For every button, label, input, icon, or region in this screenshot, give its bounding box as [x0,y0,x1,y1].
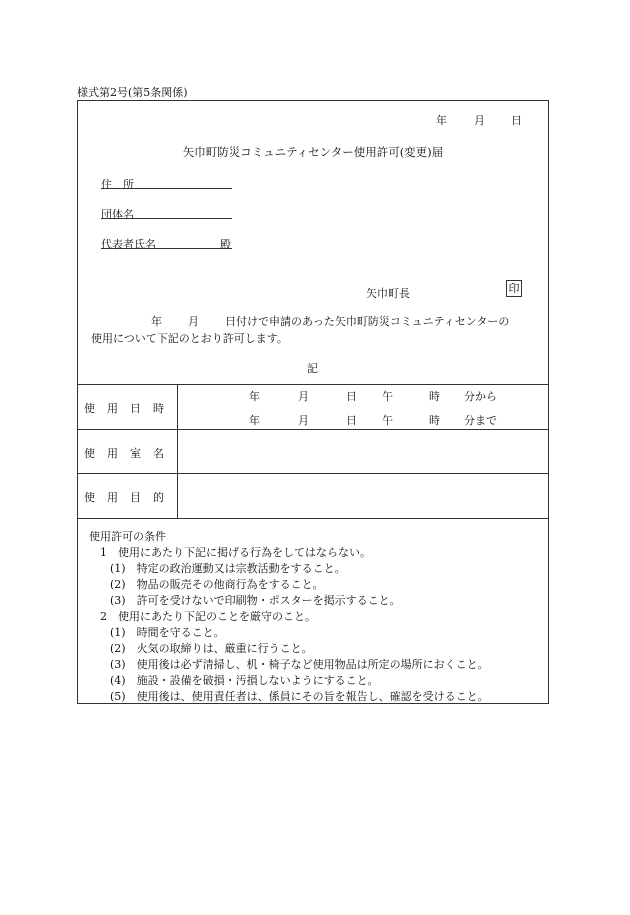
from-month: 月 [298,390,309,403]
condition-item: (3) 許可を受けないで印刷物・ポスターを掲示すること。 [110,594,401,607]
body-line-1: 日付けで申請のあった矢巾町防災コミュニティセンターの [225,315,510,328]
usage-purpose-label: 使 用 目 的 [84,491,165,504]
from-ampm: 午 [382,390,393,403]
address-label: 住 所 [101,178,134,191]
table-bottom-border [78,518,548,519]
table-row-divider-1 [78,429,548,430]
table-column-divider [177,384,178,518]
condition-item: (2) 物品の販売その他商行為をすること。 [110,578,324,591]
condition-item: 2 使用にあたり下記のことを厳守のこと。 [100,610,316,623]
seal-mark: 印 [506,280,522,297]
document-title: 矢巾町防災コミュニティセンター使用許可(変更)届 [182,145,444,159]
from-minute: 分から [464,390,497,403]
group-underline [101,218,232,219]
address-underline [101,188,232,189]
condition-item: (1) 特定の政治運動又は宗教活動をすること。 [110,562,346,575]
to-month: 月 [298,414,309,427]
condition-item: (2) 火気の取締りは、厳重に行うこと。 [110,642,313,655]
ki-mark: 記 [307,362,318,375]
usage-datetime-label: 使 用 日 時 [84,402,165,415]
condition-item: (5) 使用後は、使用責任者は、係員にその旨を報告し、確認を受けること。 [110,690,489,703]
to-hour: 時 [429,414,440,427]
form-frame [77,100,549,704]
condition-item: 1 使用にあたり下記に掲げる行為をしてはならない。 [100,546,371,559]
date-day: 日 [511,114,522,127]
body-month: 月 [188,315,199,328]
form-number-label: 様式第2号(第5条関係) [77,86,188,99]
condition-item: (4) 施設・設備を破損・汚損しないようにすること。 [110,674,379,687]
table-top-border [78,384,548,385]
representative-underline [101,248,232,249]
body-year: 年 [151,315,162,328]
condition-item: (1) 時間を守ること。 [110,626,225,639]
from-year: 年 [249,390,260,403]
group-label: 団体名 [101,208,134,221]
to-ampm: 午 [382,414,393,427]
representative-label: 代表者氏名 [101,238,156,251]
room-name-label: 使 用 室 名 [84,447,165,460]
date-year: 年 [436,114,447,127]
from-hour: 時 [429,390,440,403]
condition-item: (3) 使用後は必ず清掃し、机・椅子など使用物品は所定の場所におくこと。 [110,658,489,671]
to-year: 年 [249,414,260,427]
to-minute: 分まで [464,414,497,427]
table-row-divider-2 [78,473,548,474]
to-day: 日 [346,414,357,427]
mayor-title: 矢巾町長 [366,287,410,300]
from-day: 日 [346,390,357,403]
honorific-suffix: 殿 [220,238,231,251]
conditions-heading: 使用許可の条件 [89,530,166,543]
date-month: 月 [474,114,485,127]
body-line-2: 使用について下記のとおり許可します。 [91,332,288,345]
